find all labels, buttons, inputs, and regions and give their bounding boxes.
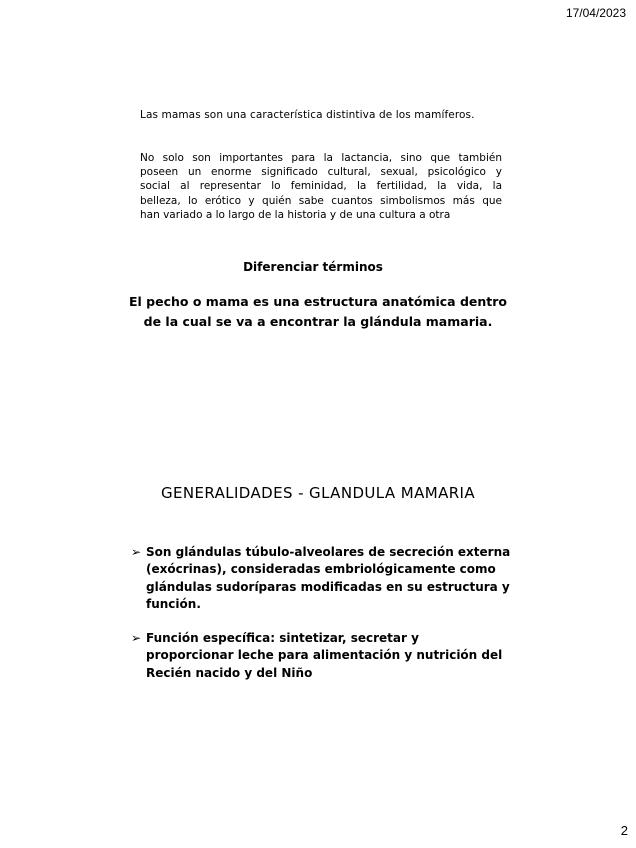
- intro-sentence: Las mamas son una característica distintiva de los mamíferos.: [140, 109, 475, 121]
- bullet-line: glándulas sudoríparas modificadas en su estructura y: [146, 579, 510, 594]
- bullet-line: proporcionar leche para alimentación y nutrición del: [146, 648, 503, 663]
- paragraph-line: poseen un enorme significado cultural, sexual, psicológico y: [140, 166, 502, 179]
- print-date: 17/04/2023: [565, 6, 626, 20]
- page-number: 2: [620, 823, 628, 838]
- intro-paragraph: [140, 151, 502, 222]
- bullet-list: [131, 544, 521, 699]
- subheading: [0, 260, 636, 274]
- definition-line: de la cual se va a encontrar la glándula mamaria.: [143, 314, 493, 329]
- slide-title-text: GENERALIDADES - GLANDULA MAMARIA: [160, 484, 476, 502]
- bullet-line: (exócrinas), consideradas embriológicamente como: [146, 562, 496, 577]
- paragraph-line: belleza, lo erótico y quién sabe cuantos simbolismos más que: [140, 194, 502, 207]
- slide-title: [0, 484, 636, 502]
- paragraph-line: han variado a lo largo de la historia y de una cultura a otra: [140, 208, 451, 221]
- paragraph-line: social al representar lo feminidad, la fertilidad, la vida, la: [140, 180, 502, 193]
- list-item: [131, 544, 521, 613]
- slide-1: [0, 100, 636, 400]
- definition-line: El pecho o mama es una estructura anatómica dentro: [129, 294, 507, 309]
- arrow-bullet-icon: ➢: [131, 545, 142, 559]
- bullet-line: Son glándulas túbulo-alveolares de secreción externa: [146, 545, 511, 559]
- paragraph-line: No solo son importantes para la lactancia, sino que también: [140, 152, 502, 164]
- slide-2: [0, 480, 636, 780]
- bullet-line: Función específica: sintetizar, secretar y: [146, 631, 419, 646]
- bullet-line: función.: [146, 596, 201, 611]
- bullet-line: Recién nacido y del Niño: [146, 665, 313, 680]
- definition-text: [100, 292, 536, 332]
- list-item: [131, 630, 521, 682]
- subheading-text: Diferenciar términos: [243, 260, 383, 274]
- arrow-bullet-icon: ➢: [131, 631, 142, 646]
